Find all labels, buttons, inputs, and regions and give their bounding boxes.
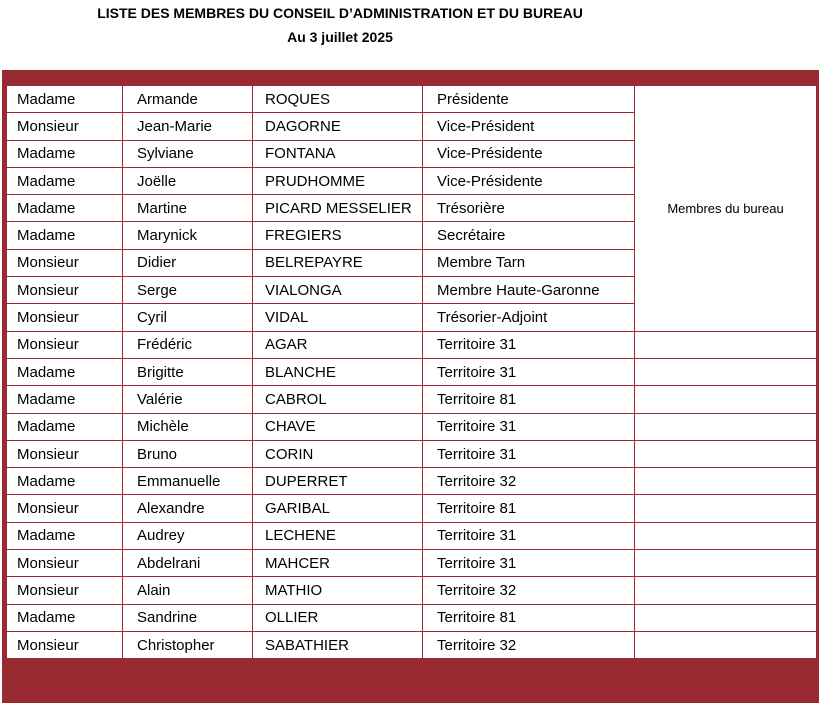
first-name-cell: Christopher	[123, 631, 253, 658]
table-row	[7, 440, 817, 467]
first-name-cell: Martine	[123, 195, 253, 222]
table-row	[7, 577, 817, 604]
first-name-cell: Serge	[123, 277, 253, 304]
role-cell: Trésorière	[423, 195, 635, 222]
empty-cell	[635, 577, 817, 604]
last-name-cell: PRUDHOMME	[253, 167, 423, 194]
last-name-cell: PICARD MESSELIER	[253, 195, 423, 222]
table-row	[7, 550, 817, 577]
role-cell: Territoire 81	[423, 604, 635, 631]
first-name-cell: Cyril	[123, 304, 253, 331]
civility-cell: Madame	[7, 86, 123, 113]
last-name-cell: OLLIER	[253, 604, 423, 631]
civility-cell: Monsieur	[7, 631, 123, 658]
civility-cell: Madame	[7, 358, 123, 385]
last-name-cell: GARIBAL	[253, 495, 423, 522]
empty-cell	[635, 522, 817, 549]
last-name-cell: FREGIERS	[253, 222, 423, 249]
table-row	[7, 631, 817, 658]
last-name-cell: CORIN	[253, 440, 423, 467]
role-cell: Vice-Présidente	[423, 140, 635, 167]
empty-cell	[635, 386, 817, 413]
first-name-cell: Armande	[123, 86, 253, 113]
civility-cell: Madame	[7, 386, 123, 413]
role-cell: Vice-Présidente	[423, 167, 635, 194]
civility-cell: Monsieur	[7, 550, 123, 577]
first-name-cell: Marynick	[123, 222, 253, 249]
table-row	[7, 604, 817, 631]
last-name-cell: MAHCER	[253, 550, 423, 577]
role-cell: Territoire 32	[423, 631, 635, 658]
first-name-cell: Alexandre	[123, 495, 253, 522]
role-cell: Territoire 81	[423, 495, 635, 522]
civility-cell: Madame	[7, 522, 123, 549]
civility-cell: Madame	[7, 167, 123, 194]
first-name-cell: Valérie	[123, 386, 253, 413]
first-name-cell: Bruno	[123, 440, 253, 467]
last-name-cell: MATHIO	[253, 577, 423, 604]
last-name-cell: DAGORNE	[253, 113, 423, 140]
first-name-cell: Sylviane	[123, 140, 253, 167]
civility-cell: Monsieur	[7, 277, 123, 304]
role-cell: Territoire 31	[423, 440, 635, 467]
role-cell: Trésorier-Adjoint	[423, 304, 635, 331]
role-cell: Territoire 31	[423, 358, 635, 385]
last-name-cell: VIDAL	[253, 304, 423, 331]
table-row	[7, 86, 817, 113]
civility-cell: Madame	[7, 140, 123, 167]
civility-cell: Monsieur	[7, 113, 123, 140]
last-name-cell: VIALONGA	[253, 277, 423, 304]
empty-cell	[635, 495, 817, 522]
empty-cell	[635, 331, 817, 358]
first-name-cell: Jean-Marie	[123, 113, 253, 140]
document-title: LISTE DES MEMBRES DU CONSEIL D’ADMINISTRATION ET DU BUREAU	[97, 5, 583, 21]
table-row	[7, 495, 817, 522]
first-name-cell: Abdelrani	[123, 550, 253, 577]
table-row	[7, 522, 817, 549]
civility-cell: Monsieur	[7, 495, 123, 522]
role-cell: Secrétaire	[423, 222, 635, 249]
role-cell: Territoire 32	[423, 468, 635, 495]
table-row	[7, 468, 817, 495]
first-name-cell: Emmanuelle	[123, 468, 253, 495]
first-name-cell: Brigitte	[123, 358, 253, 385]
civility-cell: Madame	[7, 195, 123, 222]
table-row	[7, 358, 817, 385]
table-row	[7, 413, 817, 440]
first-name-cell: Didier	[123, 249, 253, 276]
civility-cell: Madame	[7, 468, 123, 495]
civility-cell: Monsieur	[7, 331, 123, 358]
first-name-cell: Joëlle	[123, 167, 253, 194]
table-row	[7, 331, 817, 358]
civility-cell: Madame	[7, 413, 123, 440]
document-date: Au 3 juillet 2025	[287, 29, 393, 45]
civility-cell: Monsieur	[7, 249, 123, 276]
civility-cell: Monsieur	[7, 440, 123, 467]
role-cell: Membre Haute-Garonne	[423, 277, 635, 304]
last-name-cell: CHAVE	[253, 413, 423, 440]
empty-cell	[635, 358, 817, 385]
last-name-cell: BELREPAYRE	[253, 249, 423, 276]
role-cell: Territoire 31	[423, 522, 635, 549]
first-name-cell: Alain	[123, 577, 253, 604]
empty-cell	[635, 468, 817, 495]
last-name-cell: DUPERRET	[253, 468, 423, 495]
table-row	[7, 386, 817, 413]
empty-cell	[635, 604, 817, 631]
role-cell: Territoire 31	[423, 413, 635, 440]
role-cell: Présidente	[423, 86, 635, 113]
last-name-cell: FONTANA	[253, 140, 423, 167]
empty-cell	[635, 440, 817, 467]
last-name-cell: LECHENE	[253, 522, 423, 549]
members-table	[6, 85, 817, 659]
last-name-cell: CABROL	[253, 386, 423, 413]
civility-cell: Monsieur	[7, 577, 123, 604]
role-cell: Territoire 31	[423, 550, 635, 577]
last-name-cell: SABATHIER	[253, 631, 423, 658]
role-cell: Territoire 32	[423, 577, 635, 604]
bureau-label-cell: Membres du bureau	[635, 86, 817, 332]
empty-cell	[635, 631, 817, 658]
first-name-cell: Sandrine	[123, 604, 253, 631]
civility-cell: Madame	[7, 222, 123, 249]
first-name-cell: Michèle	[123, 413, 253, 440]
first-name-cell: Audrey	[123, 522, 253, 549]
role-cell: Vice-Président	[423, 113, 635, 140]
empty-cell	[635, 413, 817, 440]
role-cell: Territoire 31	[423, 331, 635, 358]
empty-cell	[635, 550, 817, 577]
role-cell: Territoire 81	[423, 386, 635, 413]
civility-cell: Madame	[7, 604, 123, 631]
civility-cell: Monsieur	[7, 304, 123, 331]
last-name-cell: AGAR	[253, 331, 423, 358]
last-name-cell: BLANCHE	[253, 358, 423, 385]
role-cell: Membre Tarn	[423, 249, 635, 276]
first-name-cell: Frédéric	[123, 331, 253, 358]
last-name-cell: ROQUES	[253, 86, 423, 113]
